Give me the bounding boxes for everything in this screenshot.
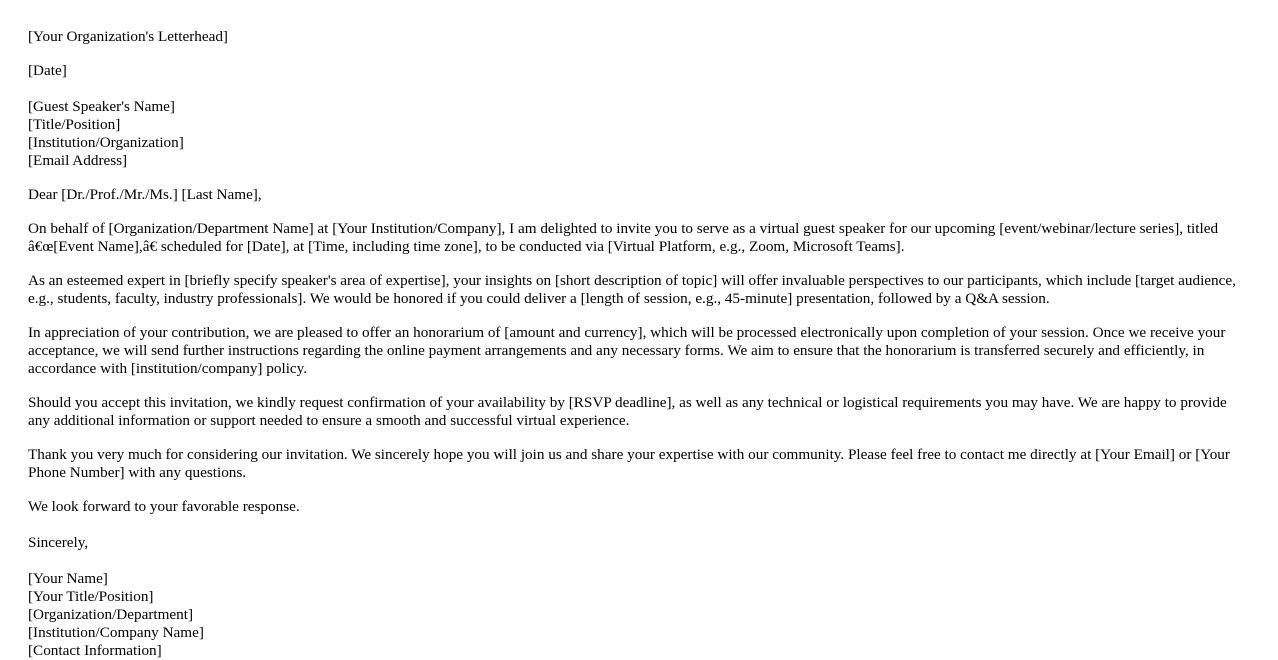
recipient-block [28,98,1250,170]
paragraph-rsvp: Should you accept this invitation, we kindly request confirmation of your availability by [RSVP deadline], as well as any technical or logistical requirements you may have. We are happy to provide any additional information or support needed to ensure a smooth and successful virtual experience. [28,394,1227,429]
recipient-email: [Email Address] [28,152,128,169]
sender-contact: [Contact Information] [28,642,162,659]
recipient-name: [Guest Speaker's Name] [28,98,175,115]
paragraph-invitation: On behalf of [Organization/Department Name] at [Your Institution/Company], I am delighted to invite you to serve as a virtual guest speaker for our upcoming [event/webinar/lecture series], titled â€œ[Event Name],â€ scheduled for [Date], at [Time, including time zone], to be conducted via [Virtual Platform, e.g., Zoom, Microsoft Teams]. [28,220,1219,255]
paragraph-honorarium: In appreciation of your contribution, we are pleased to offer an honorarium of [amount and currency], which will be processed electronically upon completion of your session. Once we receive your acceptance, we will send further instructions regarding the online payment arrangements and any necessary forms. We aim to ensure that the honorarium is transferred securely and efficiently, in accordance with [institution/company] policy. [28,324,1226,377]
letterhead: [Your Organization's Letterhead] [28,28,228,45]
signature-block [28,570,1250,660]
paragraph-thanks: Thank you very much for considering our invitation. We sincerely hope you will join us and share your expertise with our community. Please feel free to contact me directly at [Your Email] or [Your Phone Number] with any questions. [28,446,1230,481]
letter-date: [Date] [28,62,67,79]
salutation: Dear [Dr./Prof./Mr./Ms.] [Last Name], [28,186,262,203]
sender-title: [Your Title/Position] [28,588,154,605]
sender-name: [Your Name] [28,570,108,587]
sender-department: [Organization/Department] [28,606,194,623]
recipient-institution: [Institution/Organization] [28,134,184,151]
recipient-title: [Title/Position] [28,116,121,133]
paragraph-closing-remark: We look forward to your favorable response. [28,498,300,515]
sender-institution: [Institution/Company Name] [28,624,204,641]
closing: Sincerely, [28,534,89,551]
paragraph-expertise: As an esteemed expert in [briefly specify speaker's area of expertise], your insights on [short description of topic] will offer invaluable perspectives to our participants, which include [target audience, e.g., students, faculty, industry professionals]. We would be honored if you could deliver a [length of session, e.g., 45-minute] presentation, followed by a Q&A session. [28,272,1236,307]
